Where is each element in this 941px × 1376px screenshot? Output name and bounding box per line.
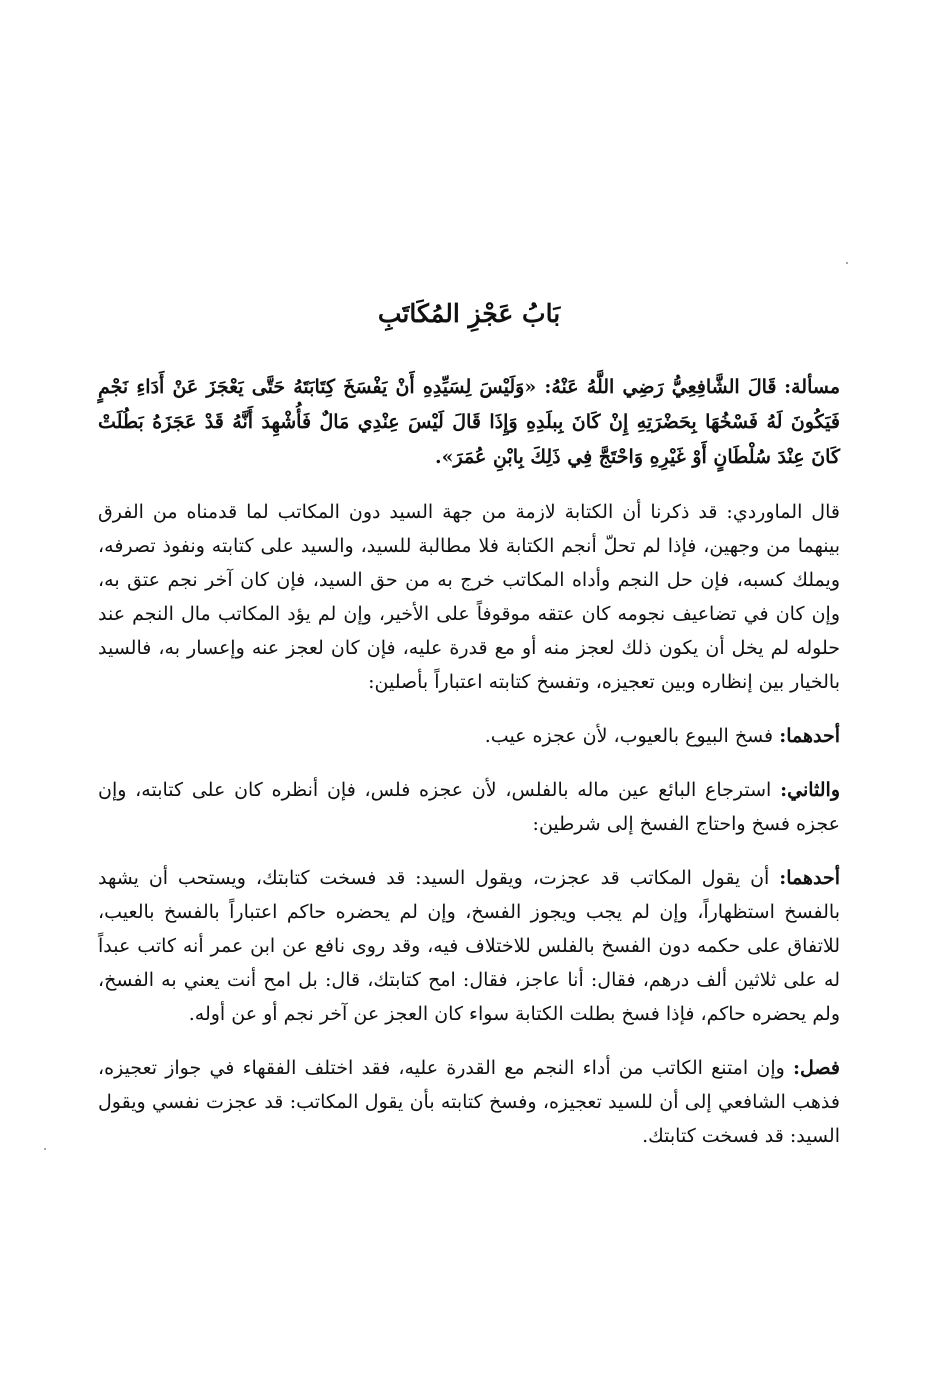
- paragraph-lead: مسألة:: [784, 376, 841, 398]
- paragraph-lead: أحدهما:: [779, 725, 840, 747]
- paragraph-lead: فصل:: [793, 1057, 840, 1079]
- paragraph-first-principle: [98, 719, 840, 753]
- paragraph-body: قَالَ الشَّافِعِيُّ رَضِي اللَّهُ عَنْهُ: «وَلَيْسَ لِسَيِّدِهِ أَنْ يَفْسَخَ كِتَابَتَهُ حَتَّى يَعْجَزَ عَنْ أَدَاءِ نَجْمٍ فَيَكُونَ لَهُ فَسْخُهَا بِحَضْرَتِهِ إِنْ كَانَ بِبلَدِهِ وَإِذَا قَالَ لَيْسَ عِنْدِي مَالٌ فَأُشْهِدَ أَنَّهُ قَدْ عَجَزَهُ بَطُلَتْ كَانَ عِنْدَ سُلْطَانٍ أَوْ غَيْرِهِ وَاحْتَجَّ فِي ذَلِكَ بِابْنِ عُمَرَ».: [98, 376, 840, 468]
- paragraph-first-condition: [98, 861, 840, 1031]
- paragraph-lead: والثاني:: [780, 779, 840, 801]
- paragraph-body: قال الماوردي: قد ذكرنا أن الكتابة لازمة من جهة السيد دون المكاتب لما قدمناه من الفرق بينهما من وجهين، فإذا لم تحلّ أنجم الكتابة فلا مطالبة للسيد، والسيد على كتابته ونفوذ تصرفه، ويملك كسبه، فإن حل النجم وأداه المكاتب خرج به من حق السيد، فإن كان آخر نجم عتق به، وإن كان في تضاعيف نجومه كان عتقه موقوفاً على الأخير، وإن لم يؤد المكاتب مال النجم عند حلوله لم يخل أن يكون ذلك لعجز منه أو مع قدرة عليه، فإن كان لعجز عنه وإعسار به، فالسيد بالخيار بين إنظاره وبين تعجيزه، وتفسخ كتابته اعتباراً بأصلين:: [98, 501, 840, 693]
- paragraph-fasl: [98, 1051, 840, 1153]
- chapter-title: بَابُ عَجْزِ المُكَاتَبِ: [377, 299, 561, 328]
- paragraph-mawardi: [98, 495, 840, 699]
- scan-speck: [44, 1148, 46, 1150]
- paragraph-masala: [98, 370, 840, 475]
- paragraph-body: وإن امتنع الكاتب من أداء النجم مع القدرة عليه، فقد اختلف الفقهاء في جواز تعجيزه، فذهب الشافعي إلى أن للسيد تعجيزه، وفسخ كتابته بأن يقول المكاتب: قد عجزت نفسي ويقول السيد: قد فسخت كتابتك.: [98, 1057, 840, 1147]
- paragraph-body: استرجاع البائع عين ماله بالفلس، لأن عجزه فلس، فإن أنظره كان على كتابته، وإن عجزه فسخ واحتاج الفسخ إلى شرطين:: [98, 779, 840, 835]
- paragraph-lead: أحدهما:: [779, 867, 840, 889]
- paragraph-body: أن يقول المكاتب قد عجزت، ويقول السيد: قد فسخت كتابتك، ويستحب أن يشهد بالفسخ استظهاراً، وإن لم يجب ويجوز الفسخ، وإن لم يحضره حاكم اعتباراً بالفسخ بالعيب، للاتفاق على حكمه دون الفسخ بالفلس للاختلاف فيه، وقد روى نافع عن ابن عمر أنه كاتب عبداً له على ثلاثين ألف درهم، فقال: أنا عاجز، فقال: امح كتابتك، قال: بل امح أنت يعني به الفسخ، ولم يحضره حاكم، فإذا فسخ بطلت الكتابة سواء كان العجز عن آخر نجم أو عن أوله.: [98, 867, 840, 1025]
- paragraph-body: فسخ البيوع بالعيوب، لأن عجزه عيب.: [484, 725, 774, 747]
- document-page: [98, 292, 840, 1173]
- scan-speck: [846, 262, 848, 264]
- paragraph-second-principle: [98, 773, 840, 841]
